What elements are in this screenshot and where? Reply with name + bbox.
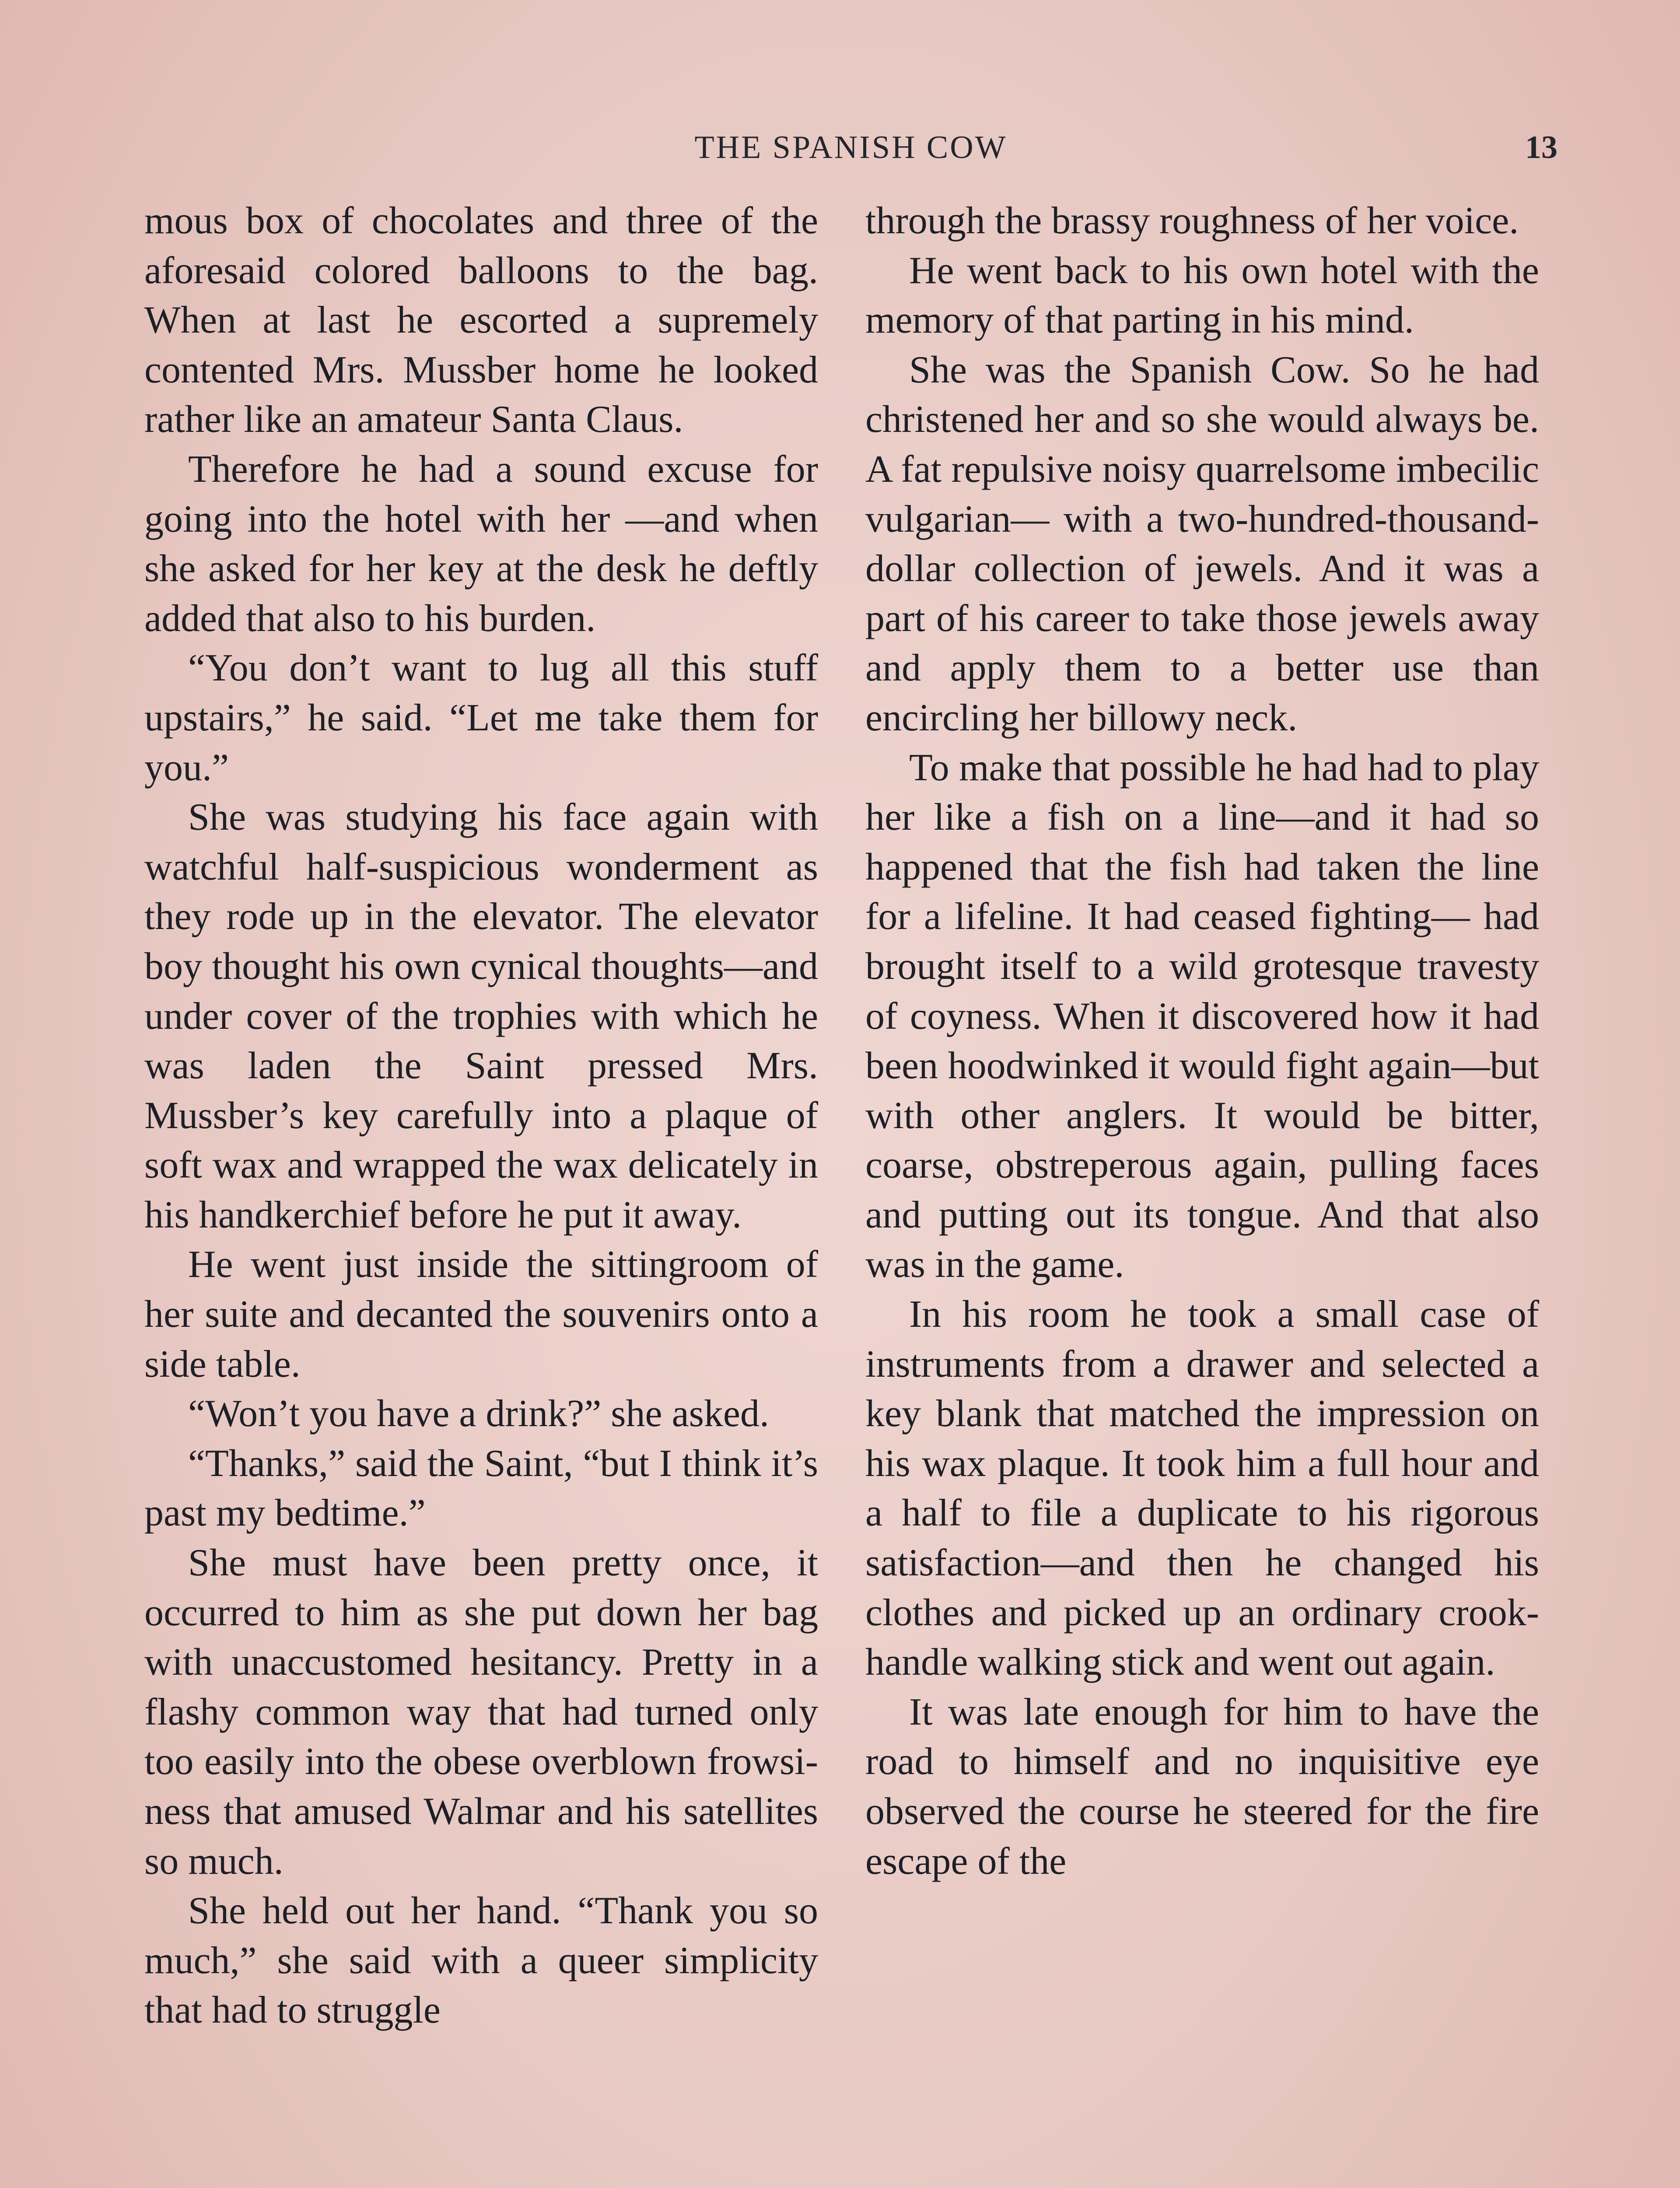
running-head: THE SPANISH COW bbox=[694, 130, 1008, 165]
paragraph: He went back to his own hotel with the memory of that parting in his mind. bbox=[865, 249, 1539, 342]
paragraph: “Won’t you have a drink?” she asked. bbox=[188, 1392, 769, 1435]
paragraph: To make that possible he had had to play her like a fish on a line—and it had so happened that the fish had taken the line for a lifeline. It had ceased fighting— had brought itself to a wild grotesque travesty of coyness. When it discovered how it had been hoodwinked it would fight again—but with other anglers. It would be bitter, coarse, obstreperous again, pulling faces and putting out its tongue. And that also was in the game. bbox=[865, 746, 1539, 1286]
paragraph: through the brassy roughness of her voice. bbox=[865, 200, 1519, 242]
page-header bbox=[144, 129, 1558, 182]
paragraph: She was studying his face again with watchful half-suspicious wonderment as they rode up in the elevator. The elevator boy thought his own cynical thoughts—and under cover of the trophies with which he was laden the Saint pressed Mrs. Mussber’s key carefully into a plaque of soft wax and wrapped the wax delicately in his handkerchief before he put it away. bbox=[144, 796, 818, 1236]
right-column bbox=[865, 196, 1539, 1886]
paragraph: “Thanks,” said the Saint, “but I think it’s past my bedtime.” bbox=[144, 1442, 818, 1535]
page-number: 13 bbox=[1525, 130, 1558, 165]
paragraph: In his room he took a small case of instruments from a drawer and selected a key blank that matched the impression on his wax plaque. It took him a full hour and a half to file a duplicate to his rigorous satisfaction—and then he changed his clothes and picked up an ordinary crook-handle walking stick and went out again. bbox=[865, 1293, 1539, 1684]
paragraph: Therefore he had a sound excuse for going into the hotel with her —and when she asked for her key at the desk he deftly added that also to his burden. bbox=[144, 448, 818, 640]
paragraph: It was late enough for him to have the road to himself and no inquisitive eye observed the course he steered for the fire escape of the bbox=[865, 1690, 1539, 1883]
paragraph: She must have been pretty once, it occurred to him as she put down her bag with unaccustomed hesitancy. Pretty in a flashy common way that had turned only too easily into the obese overblown frowsiness that amused Walmar and his satellites so much. bbox=[144, 1542, 818, 1883]
paragraph: mous box of chocolates and three of the aforesaid colored balloons to the bag. When at last he escorted a supremely contented Mrs. Mussber home he looked rather like an amateur Santa Claus. bbox=[144, 200, 818, 441]
left-column bbox=[144, 196, 818, 2035]
paragraph: “You don’t want to lug all this stuff upstairs,” he said. “Let me take them for you.” bbox=[144, 647, 818, 789]
paragraph: He went just inside the sittingroom of her suite and decanted the souvenirs onto a side table. bbox=[144, 1243, 818, 1385]
paragraph: She held out her hand. “Thank you so much,” she said with a queer simplicity that had to struggle bbox=[144, 1890, 818, 2032]
paragraph: She was the Spanish Cow. So he had christened her and so she would always be. A fat repulsive noisy quarrelsome imbecilic vulgarian— with a two-hundred-thousand-dollar collection of jewels. And it was a part of his career to take those jewels away and apply them to a better use than encircling her billowy neck. bbox=[865, 348, 1539, 739]
